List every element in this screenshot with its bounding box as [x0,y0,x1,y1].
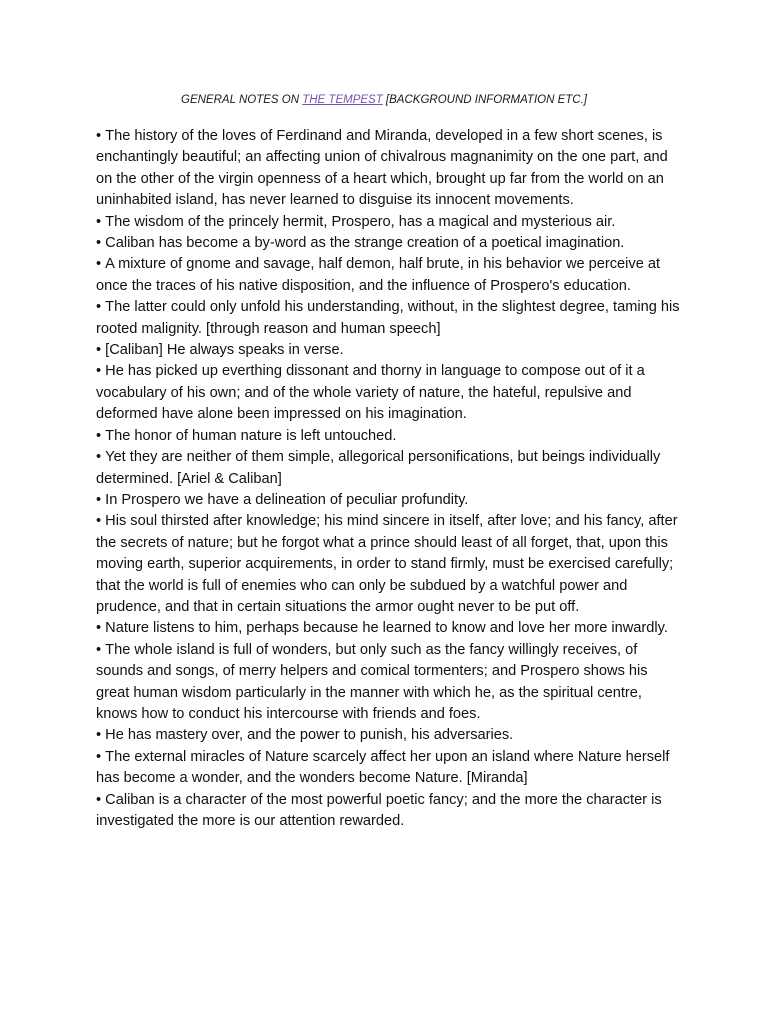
note-item: • Caliban has become a by-word as the strange creation of a poetical imagination. [96,233,684,254]
document-title [0,94,768,106]
note-item: • The wisdom of the princely hermit, Prospero, has a magical and mysterious air. [96,212,684,233]
note-item: • He has mastery over, and the power to punish, his adversaries. [96,725,684,746]
note-item: • He has picked up everthing dissonant and thorny in language to compose out of it a vocabulary of his own; and of the whole variety of nature, the hateful, repulsive and deformed have alone been impressed on his imagination. [96,361,684,425]
note-item: • The latter could only unfold his understanding, without, in the slightest degree, taming his rooted malignity. [through reason and human speech] [96,297,684,340]
notes-list [96,126,684,832]
note-item: • The external miracles of Nature scarcely affect her upon an island where Nature herself has become a wonder, and the wonders become Nature. [Miranda] [96,747,684,790]
note-item: • Caliban is a character of the most powerful poetic fancy; and the more the character is investigated the more is our attention rewarded. [96,790,684,833]
note-item: • His soul thirsted after knowledge; his mind sincere in itself, after love; and his fancy, after the secrets of nature; but he forgot what a prince should least of all forget, that, upon this moving earth, superior acquirements, in order to stand firmly, must be exercised carefully; that the world is full of enemies who can only be subdued by a watchful power and prudence, and that in certain situations the armor ought never to be put off. [96,511,684,618]
note-item: • The honor of human nature is left untouched. [96,426,684,447]
note-item: • [Caliban] He always speaks in verse. [96,340,684,361]
note-item: • The history of the loves of Ferdinand and Miranda, developed in a few short scenes, is enchantingly beautiful; an affecting union of chivalrous magnanimity on the one part, and on the other of the virgin openness of a heart which, brought up far from the world on an uninhabited island, has never learned to disguise its innocent movements. [96,126,684,212]
title-suffix: [BACKGROUND INFORMATION ETC.] [382,94,587,106]
title-link[interactable]: THE TEMPEST [302,94,383,106]
note-item: • A mixture of gnome and savage, half demon, half brute, in his behavior we perceive at once the traces of his native disposition, and the influence of Prospero's education. [96,254,684,297]
note-item: • Nature listens to him, perhaps because he learned to know and love her more inwardly. [96,618,684,639]
title-prefix: GENERAL NOTES ON [181,94,303,106]
note-item: • The whole island is full of wonders, but only such as the fancy willingly receives, of sounds and songs, of merry helpers and comical tormenters; and Prospero shows his great human wisdom particularly in the manner with which he, as the spiritual centre, knows how to conduct his intercourse with friends and foes. [96,640,684,726]
note-item: • Yet they are neither of them simple, allegorical personifications, but beings individually determined. [Ariel & Caliban] [96,447,684,490]
note-item: • In Prospero we have a delineation of peculiar profundity. [96,490,684,511]
